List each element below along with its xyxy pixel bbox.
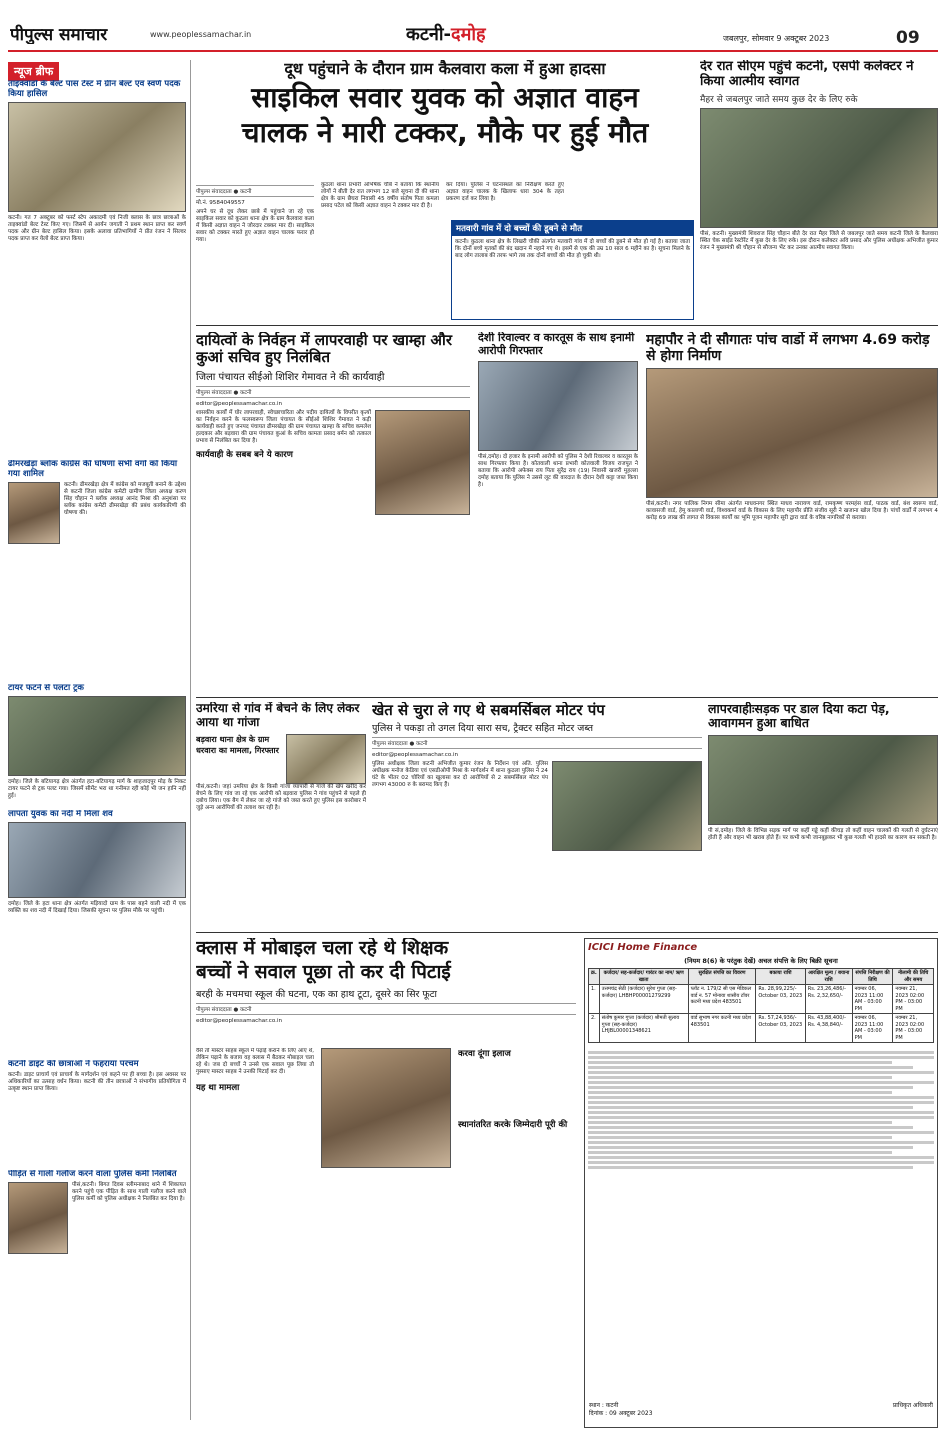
- table-cell: संतोष कुमार गुप्ता (कर्जदार) श्रीमती सुलाय गुप्ता (सह-कर्जदार) LHJBL00001348621: [599, 1014, 688, 1043]
- table-cell: नवम्बर 06, 2023 11:00 AM - 03:00 PM: [852, 1014, 893, 1043]
- section-rule: [196, 932, 938, 933]
- masthead: [0, 0, 945, 58]
- cm-text: पीसं, कटनी। मुख्यमंत्री शिवराज सिंह चौहान बीते देर रात मैहर जिले से जबलपुर जाते समय कटनी जिले के कैलवारा स्थित चेक साईड रेस्टोरेंट में कुछ देर के लिए रुके। इस दौरान कलेक्टर अवि प्रसाद और पुलिस अधीक्षक अभिजीत कुमार रंजन ने मुख्यमंत्री श्री चौहान से सौजन्य भेंट कर उनका आत्मीय स्वागत किया।: [700, 230, 938, 251]
- lead-col-1: [196, 182, 314, 317]
- teacher-story: [196, 938, 576, 1428]
- ganja-story: [196, 702, 366, 927]
- auction-table: [588, 968, 934, 1043]
- brief-text: पीसं,कटनी। बिगत दिवस स्लीमनाबाद थाने में शिकायत करने पहुंचे एक पीड़ित के साथ गाली गलौज करने वाले पुलिस कर्मी को पुलिस अधीक्षक ने निलंबित कर दिया है।: [72, 1181, 186, 1202]
- teacher-email: editor@peoplessamachar.co.in: [196, 1017, 283, 1024]
- table-cell: 1.: [589, 985, 600, 1014]
- suspension-subsection: कार्यवाही के सबब बने ये कारण: [196, 449, 293, 460]
- table-cell: Rs. 23,26,486/- Rs. 2,32,650/-: [805, 985, 852, 1014]
- river-photo: [8, 822, 186, 898]
- brief-text: दमोह। जिले के बटियागढ़ क्षेत्र अंतर्गत हटा-बटियागढ़ मार्ग के शाहजादपुर मोड़ के निकट टायर फटने से ट्रक पलट गया। जिसमें सीमेंट भरा था गनीमत रही कोई भी जन हानि नहीं हुई।: [8, 778, 186, 799]
- lead-text-1: अपने घर से दूध लेकर छाबे में पहुंचाने जा रहे एक साइकिल सवार को कुठला थाना क्षेत्र के ग्राम कैलवारा कला में किसी अज्ञात वाहन ने जोरदार टक्कर मार दी। साइकिल सवार को टक्कर मारते हुए अज्ञात वाहन चालक फरार हो गया।: [196, 209, 314, 243]
- brief-title: कटनी डाइट की छात्राओं ने फहराया परचम: [8, 1060, 139, 1069]
- section-rule: [196, 697, 938, 698]
- paper-logo: [10, 22, 140, 44]
- brief-item-taekwondo: [8, 80, 186, 290]
- revolver-headline: देशी रिवाल्वर व कारतूस के साथ इनामी आरोपी गिरफ्तार: [478, 332, 635, 357]
- revolver-text: पीसं,दमोह। दो हजार के इनामी आरोपी को पुलिस ने देशी रिवाल्वर व कारतूस के साथ गिरफ्तार किया है। कोतवाली थाना प्रभारी कोतवाली विजय राजपूत ने बताया कि आरोपी अफेक्स राय पिता सुरेंद्र राय (19) निवासी खजरी मुहल्ला दमोह बताया कि पुलिस ने उससे लूट की वारदात के दौरान देशी कट्टा जब्त किया है।: [478, 454, 638, 489]
- column-divider: [190, 60, 191, 1420]
- news-brief-label: न्यूज ब्रीफ: [8, 62, 59, 81]
- teacher-subsection-3: यह था मामला: [196, 1083, 240, 1093]
- table-cell: नवम्बर 06, 2023 11:00 AM - 03:00 PM: [852, 985, 893, 1014]
- suspension-email: editor@peoplessamachar.co.in: [196, 400, 283, 407]
- brief-title: लापता युवक का नदी में मिला शव: [8, 810, 113, 819]
- lead-headline-1: साइकिल सवार युवक को अज्ञात वाहन: [251, 81, 639, 115]
- teacher-headline-2: बच्चों ने सवाल पूछा तो कर दी पिटाई: [196, 960, 451, 983]
- pump-headline: खेत से चुरा ले गए थे सबमर्सिबल मोटर पंप: [372, 702, 605, 719]
- dateline: जबलपुर, सोमवार 9 अक्टूबर 2023: [723, 34, 830, 43]
- congress-portrait: [8, 482, 60, 544]
- table-cell: उत्तमचंद्र सेठी (कर्जदार) सुरेश गुप्ता (सह-कर्जदार) LHBHP00001279299: [599, 985, 688, 1014]
- auction-header-cell: कर्जदार/ सह-कर्जदार/ गारंटर का नाम/ ऋण खाता: [599, 969, 688, 985]
- auction-header-row: [589, 969, 934, 985]
- ceo-portrait: [375, 410, 470, 515]
- road-photo: [708, 735, 938, 825]
- paper-name: पीपुल्स समाचार: [10, 25, 108, 44]
- auction-header-cell: नीलामी की तिथि और समय: [893, 969, 934, 985]
- mayor-photo: [646, 368, 938, 498]
- lead-text-3: कर दिया। पुलिस ने घटनास्थल का निरीक्षण करते हुए अज्ञात वाहन चालक के खिलाफ धारा 304 के तहत प्रकरण दर्ज कर लिया है।: [446, 182, 564, 202]
- page-number: 09: [896, 28, 920, 48]
- teacher-col-1: [196, 1048, 314, 1348]
- table-cell: 2.: [589, 1014, 600, 1043]
- cm-photo: [700, 108, 938, 228]
- pump-photo: [552, 761, 702, 851]
- brief-title: ताइक्वांडो के बेल्ट पास टेस्ट में ग्रीन बेल्ट एवं स्वर्ण पदक किया हासिल: [8, 80, 181, 99]
- suspension-subhead: जिला पंचायत सीईओ शिशिर गेमावत ने की कार्यवाही: [196, 371, 385, 383]
- brief-title: पीड़ित से गाली गलौज करने वाला पुलिस कर्मी निलंबित: [8, 1170, 177, 1179]
- mayor-headline: महापौर ने दी सौगातः पांच वार्डो में लगभग 4.69 करोड़ से होगा निर्माण: [646, 332, 930, 365]
- section-damoh: दमोह: [451, 24, 486, 45]
- cm-headline: देर रात सीएम पहुंचे कटनी, एसपी कलेक्टर ने किया आत्मीय स्वागत: [700, 60, 914, 89]
- injured-child-photo: [321, 1048, 451, 1168]
- lead-byline: पीपुल्स संवाददाता ● कटनी: [196, 185, 314, 197]
- truck-photo: [8, 696, 186, 776]
- ganja-photo: [286, 734, 366, 784]
- pump-story: [372, 702, 702, 927]
- ad-fine-print: [588, 1051, 934, 1169]
- auction-header-cell: संपत्ति निरीक्षण की तिथि: [852, 969, 893, 985]
- teacher-subsection-2: स्थानांतरित करके जिम्मेदारी पूरी की: [458, 1120, 568, 1130]
- section-rule: [196, 325, 938, 326]
- lead-headline-2: चालक ने मारी टक्कर, मौके पर हुई मौत: [241, 115, 649, 149]
- teacher-byline: पीपुल्स संवाददाता ● कटनी: [196, 1003, 576, 1015]
- auction-header-cell: बकाया राशि: [756, 969, 805, 985]
- teacher-subsection-1: करवा दूंगा इलाज: [458, 1049, 511, 1059]
- police-portrait: [8, 1182, 68, 1254]
- teacher-headline-1: क्लास में मोबाइल चला रहे थे शिक्षक: [196, 938, 449, 959]
- table-cell: वार्ड सुभाष नगर कटनी मध्य प्रदेश 483501: [688, 1014, 756, 1043]
- section-title: [406, 22, 546, 50]
- ad-footer-place: स्थान : कटनी: [589, 1402, 619, 1409]
- drowning-box: [451, 220, 694, 320]
- cm-story: [700, 60, 938, 325]
- table-cell: प्लॉट न. 179/2 सी एस मेडिकल वार्ड न. 57 मोनाया शासीय टॉवर कटनी मध्य प्रदेश 483501: [688, 985, 756, 1014]
- mayor-text: पीसं,कटनी। नगर पालिक निगम सीमा अंतर्गत माधवनगर स्थित माधव नारायण वार्ड, रामकृष्ण परमहंस वार्ड, पाठक वार्ड, बंश स्वरूप वार्ड, कावासजी वार्ड, हेमू कालाणी वार्ड, विश्वकर्मा वार्ड के विकास के लिए महापौर प्रीति संजीव सूरी ने खजाना खोल दिया है। पांचों वार्डों में लगभग 4 करोड़ 69 लाख की लागत से विकास कार्यों का भूमि पूजन महापौर सूरी द्वारा वार्ड के वरिष्ठ नागरिकों से कराया।: [646, 501, 938, 522]
- brief-item-truck: [8, 684, 186, 804]
- table-cell: Rs. 28,99,225/- October 03, 2023: [756, 985, 805, 1014]
- lead-col-2: [321, 182, 439, 317]
- revolver-photo: [478, 361, 638, 451]
- table-cell: नवम्बर 21, 2023 02:00 PM - 03:00 PM: [893, 985, 934, 1014]
- lead-text-2: कुठला थाना प्रभारी अभिषेक चौबे ने बताया कि स्थानीय लोगों ने बीती देर रात लगभग 12 बजे सूचना दी की थाना क्षेत्र के ग्राम छैघरा निवासी 45 वर्षीय संतोष पिता कमला प्रसाद पटेल को किसी अज्ञात वाहन ने टक्कर मार दी है।: [321, 182, 439, 209]
- pump-byline: पीपुल्स संवाददाता ● कटनी: [372, 737, 702, 749]
- icici-brand: ICICI Home Finance: [588, 942, 698, 953]
- ad-footer: [589, 1401, 933, 1423]
- news-brief-column: [8, 60, 186, 1420]
- teacher-subhead: बरही के मचमचा स्कूल की घटना, एक का हाथ टूटा, दूसरे का सिर फूटा: [196, 988, 437, 1000]
- ad-footer-sign: प्राधिकृत अधिकारी: [892, 1402, 933, 1409]
- auction-header-cell: आरक्षित मूल्य / बयाना राशि: [805, 969, 852, 985]
- road-story: [708, 702, 938, 927]
- mayor-story: [646, 332, 938, 692]
- brief-text: कटनी। ढीमरखेड़ा क्षेत्र में कांग्रेस को मजबूती बनाने के उद्देश्य से कटनी जिला कांग्रेस कमेटी ग्रामीण जिला अध्यक्ष करण सिंह चौहान ने ब्लॉक अध्यक्ष आनंद मिश्रा की अनुशंसा पर ब्लॉक कांग्रेस कमेटी ढीमरखेड़ा की प्रबंध कार्यकारिणी की घोषणा की।: [64, 481, 186, 516]
- road-headline: लापरवाहीःसड़क पर डाल दिया कटा पेड़, आवागमन हुआ बाधित: [708, 702, 890, 731]
- teacher-col-3: [458, 1048, 576, 1348]
- teacher-text: वैसे तो मास्टर साहब स्कूल में पढ़ाई कराने के लिए आए थे, लेकिन पढ़ाने के बजाय वह क्लास में बैठकर मोबाइल चला रहे थे। जब दो बच्चों ने उनसे एक सवाल पूछ लिया तो गुस्साए मास्टर साहब ने उनकी पिटाई कर दी।: [196, 1048, 314, 1075]
- revolver-story: [478, 332, 638, 692]
- brief-item-congress: [8, 460, 186, 590]
- brief-title: टायर फटने से पलटा ट्रक: [8, 684, 84, 693]
- section-katni: कटनी-: [406, 24, 452, 45]
- website: www.peoplessamachar.in: [150, 30, 252, 39]
- pump-email: editor@peoplessamachar.co.in: [372, 752, 459, 759]
- drowning-title: मतवारी गांव में दो बच्चों की डूबने से मौत: [452, 221, 693, 236]
- brief-item-body-found: [8, 810, 186, 960]
- suspension-byline: पीपुल्स संवाददाता ● कटनी: [196, 386, 470, 398]
- brief-text: कटनी। डाइट प्राचार्य एवं प्राचार्य के मार्गदर्शन एवं कहने पर ही बच्चा है। इस अवसर पर अधिकारियों का उत्साह वर्धन किया। कटनी की तीन छात्राओं ने संभागीय प्रतियोगिता में उत्कृष्ट स्थान प्राप्त किया।: [8, 1071, 186, 1092]
- brief-title: ढीमरखेड़ा ब्लॉक कांग्रेस की घोषणा सभी वर्गो को किया गया शामिल: [8, 460, 178, 479]
- lead-phone: मो.नं. 9584049557: [196, 200, 245, 206]
- masthead-rule: [8, 50, 938, 52]
- ganja-side-label: बड़वारा थाना क्षेत्र के ग्राम धरवारा का मामला, गिरफ्तार: [196, 734, 279, 755]
- ad-footer-date: दिनांक : 09 अक्टूबर 2023: [589, 1410, 653, 1417]
- table-cell: Rs. 43,88,400/- Rs. 4,38,840/-: [805, 1014, 852, 1043]
- drowning-text: कटनी। कुठला थाना क्षेत्र के लिखरी चौकी अंतर्गत मतवारी गांव में दो बच्चों की डूबने से मौत हो गई है। बताया जाता कि दोनों बच्चे मृतकों की बंद खदान में नहाने गए थे। इसमें से एक की उम्र 10 साल 6 महीने का है। सूचना मिलने के बाद लोग तालाब की तरफ भागे तब तक दोनों बच्चों की मौत हो चुकी थी।: [455, 239, 690, 259]
- table-cell: नवम्बर 21, 2023 02:00 PM - 03:00 PM: [893, 1014, 934, 1043]
- pump-subhead: पुलिस ने पकड़ा तो उगल दिया सारा सच, ट्रैक्टर सहित मोटर जब्त: [372, 723, 594, 735]
- ganja-text: पीसं,कटनी। जहां उमरिया क्षेत्र के किसी गांजा व्यापारी से गांजे की खेप खरीद कर बेचने के लिए गांव जा रहे एक आरोपी को बड़वारा पुलिस ने गांव पहुंचने से पहले ही दबोच लिया। एक बैग में लेकर जा रहे गांजे को जब्त करते हुए पुलिस इस कारोबार में जुड़े अन्य आरोपियों की तलाश कर रही है।: [196, 783, 366, 811]
- suspension-story: [196, 332, 470, 692]
- cm-subhead: मैहर से जबलपुर जाते समय कुछ देर के लिए रुके: [700, 94, 858, 105]
- brief-item-diet: [8, 1060, 186, 1170]
- brief-text: दमोह। जिले के हटा थाना क्षेत्र अंतर्गत मड़ियादो ग्राम के पास बहने वाली नदी में एक व्यक्ति का शव नदी में दिखाई दिया। जिसकी सूचना पर पुलिस मौके पर पहुंची।: [8, 900, 186, 914]
- table-row: [589, 1014, 934, 1043]
- brief-item-police-suspended: [8, 1170, 186, 1420]
- suspension-text: शासकीय कार्यों में घोर लापरवाही, स्वेच्छाचारिता और पदीय दायित्वों के विपरीत कृत्यों का निर्वहन करने के फलस्वरूप जिला पंचायत के सीईओ शिशिर गेमावत ने कड़ी कार्यवाही करते हुए जनपद पंचायत ढीमरखेड़ा की ग्राम पंचायत खाम्हा के सचिव कमलेश हल्दकार और बड़वारा की ग्राम पंचायत कुआं के सचिव कामता प्रसाद बर्मन को तत्काल प्रभाव से निलंबित कर दिया है।: [196, 409, 371, 444]
- lead-kicker: दूध पहुंचाने के दौरान ग्राम कैलवारा कला में हुआ हादसा: [284, 60, 606, 78]
- road-text: पी सं,दमोह। जिले के विभिन्न सड़क मार्ग पर कहीं गड्डे कहीं कीचड़ तो कहीं वाहन चालकों की गलती से दुर्घटनाएं होती हैं और वाहन भी खराब होते हैं। पर कभी कभी जानबूझकर भी कुछ गलती भी हादसे का कारण बन सकती है।: [708, 827, 938, 841]
- brief-text: कटनी। गत 7 अक्टूबर को फर्स्ट स्टेप अकादमी एवं निजी क्लास के छात्र छात्राओं के ताइक्वांडो बेल्ट टेस्ट किए गए। जिसमें से आर्यन जगाती ने प्रथम स्थान प्राप्त कर स्वर्ण पदक और ग्रीन बेल्ट हासिल किया। इसके अलावा प्रतिभागियों ने प्रीत रंजन ने सिल्वर पदक प्राप्त कर येलो बेल्ट प्राप्त किया।: [8, 214, 186, 242]
- pump-text: पुलिस अधीक्षक जिला कटनी अभिजीत कुमार रंजन के निर्देशन एवं अति. पुलिस अधीक्षक मनोज केडिया एवं एसडीओपी मिश्रा के मार्गदर्शन में थाना कुठला पुलिस ने 24 घंटे के भीतर 02 चोरियों का खुलासा कर दो आरोपियों से 2 सबमर्सिबल मोटर पंप लगभग 43000 रु के बरामद किए हैं।: [372, 761, 548, 789]
- lead-story: [196, 60, 694, 320]
- icici-ad: [584, 938, 938, 1428]
- icici-title: (नियम 8(6) के परंतुक देखें) अचल संपत्ति के लिए बिक्री सूचना: [684, 957, 838, 965]
- taekwondo-photo: [8, 102, 186, 212]
- auction-header-cell: क्र.: [589, 969, 600, 985]
- auction-header-cell: सुरक्षित संपत्ति का विवरण: [688, 969, 756, 985]
- suspension-headline: दायित्वों के निर्वहन में लापरवाही पर खाम्हा और कुआं सचिव हुए निलंबित: [196, 332, 452, 367]
- table-cell: Rs. 57,24,936/- October 03, 2023: [756, 1014, 805, 1043]
- table-row: [589, 985, 934, 1014]
- ganja-headline: उमरिया से गांव में बेचने के लिए लेकर आया था गांजा: [196, 702, 360, 729]
